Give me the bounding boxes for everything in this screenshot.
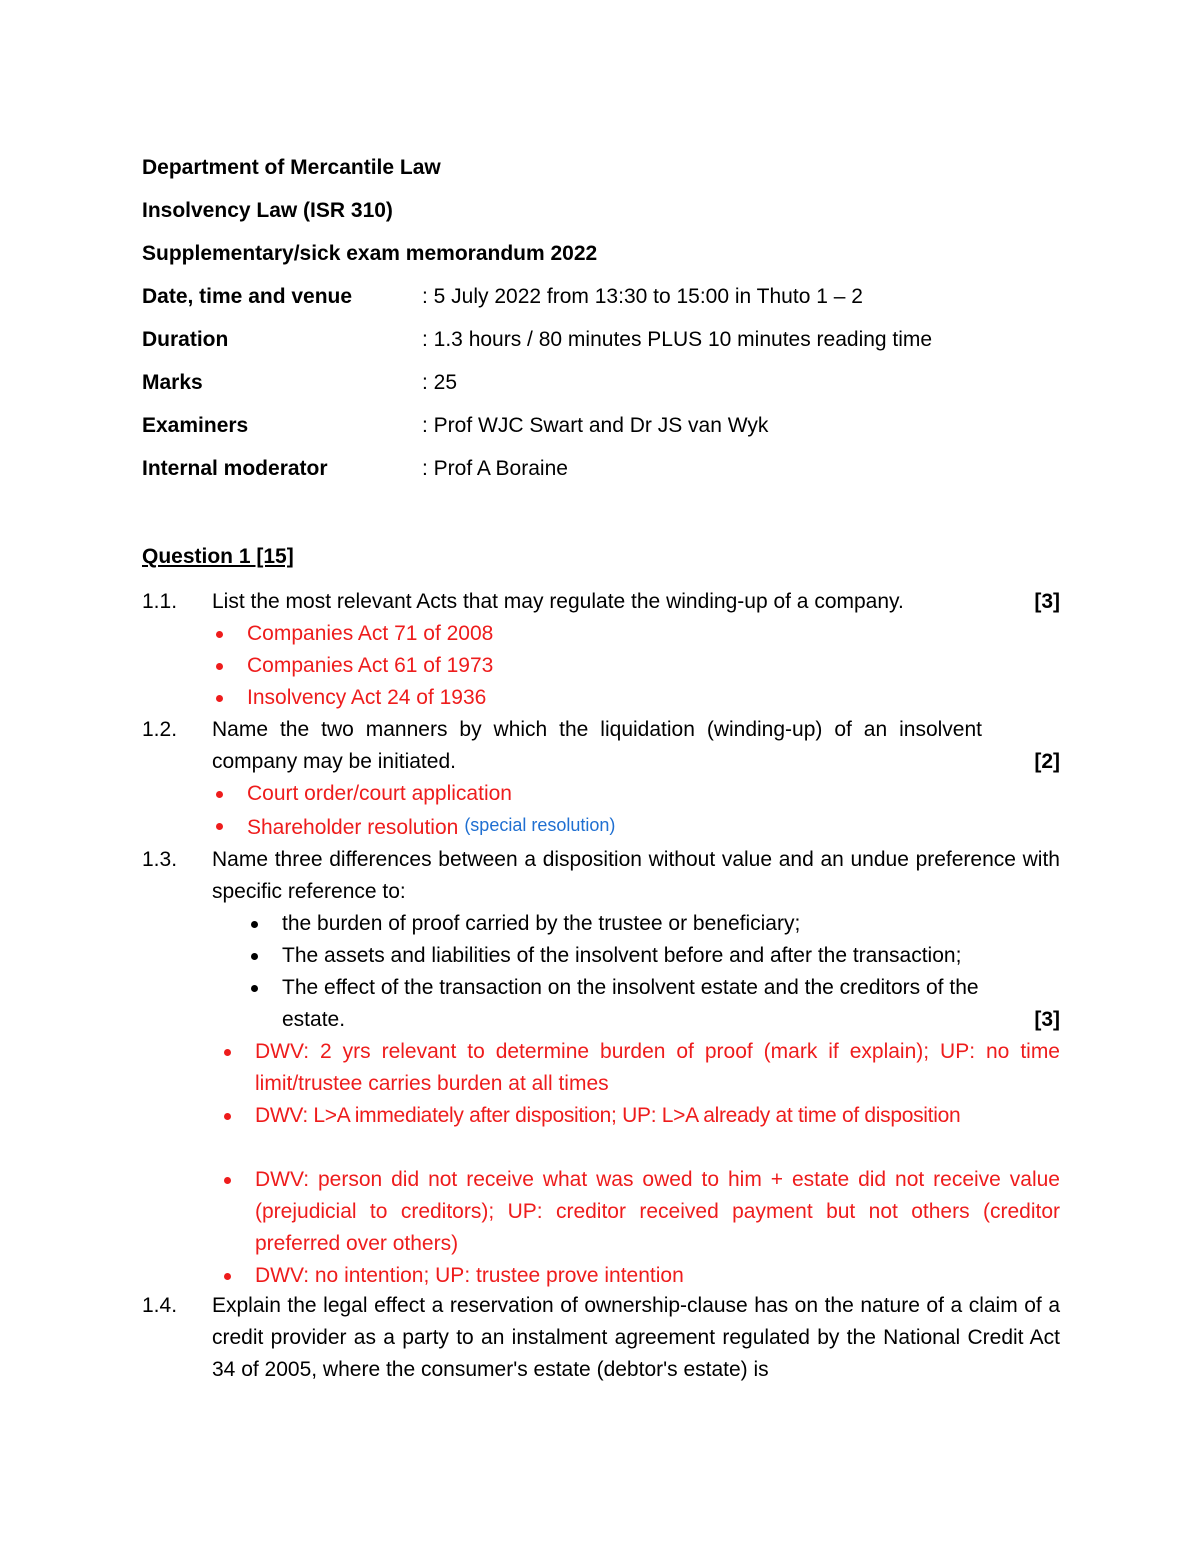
meta-value: : 25 (422, 371, 458, 394)
answer-item: DWV: no intention; UP: trustee prove intention (220, 1260, 1060, 1292)
point-item: The assets and liabilities of the insolvent before and after the transaction; (247, 940, 1060, 972)
answer-item: Companies Act 61 of 1973 (212, 650, 493, 682)
answer-list-1-1 (212, 618, 493, 714)
meta-value: : Prof A Boraine (422, 457, 568, 480)
answer-item: Companies Act 71 of 2008 (212, 618, 493, 650)
answer-list-1-3 (220, 1036, 1060, 1292)
question-1-heading: Question 1 [15] (142, 545, 294, 568)
answer-text: Shareholder resolution (247, 816, 459, 839)
question-marks: [3] (1034, 1008, 1060, 1031)
answer-item: DWV: 2 yrs relevant to determine burden of proof (mark if explain); UP: no time limit/trustee carries burden at all times (220, 1036, 1060, 1100)
question-1-1 (142, 586, 1060, 618)
question-number: 1.2. (142, 718, 178, 741)
question-1-3-points (247, 908, 1060, 1036)
answer-item: Court order/court application (212, 778, 615, 810)
answer-item: DWV: person did not receive what was owed to him + estate did not receive value (prejudicial to creditors); UP: creditor received payment but not others (creditor preferred over others) (220, 1164, 1060, 1260)
question-number: 1.4. (142, 1294, 178, 1317)
question-text-row (212, 1290, 1060, 1386)
meta-label: Examiners (142, 414, 249, 437)
question-1-4 (142, 1290, 1060, 1386)
meta-label: Marks (142, 371, 203, 394)
question-1-2 (142, 714, 1060, 778)
meta-label: Duration (142, 328, 229, 351)
department-heading: Department of Mercantile Law (142, 156, 441, 179)
answer-note: (special resolution) (464, 815, 616, 835)
answer-item-with-note (212, 810, 615, 844)
module-heading: Insolvency Law (ISR 310) (142, 199, 393, 222)
meta-label: Internal moderator (142, 457, 328, 480)
question-text: Explain the legal effect a reservation of ownership-clause has on the nature of a claim of a credit provider as a party to an instalment agreement regulated by the National Credit Act 34 of 2005, where the consumer's estate (debtor's estate) is (212, 1294, 1060, 1381)
point-item: the burden of proof carried by the trustee or beneficiary; (247, 908, 1060, 940)
question-text-row (212, 844, 1060, 908)
answer-list-1-2 (212, 778, 615, 844)
question-marks: [2] (1034, 750, 1060, 773)
question-1-3 (142, 844, 1060, 908)
meta-value: : 1.3 hours / 80 minutes PLUS 10 minutes reading time (422, 328, 933, 351)
point-item: The effect of the transaction on the insolvent estate and the creditors of the estate. (247, 972, 1020, 1036)
question-text-row (212, 714, 982, 778)
question-text: Name the two manners by which the liquidation (winding-up) of an insolvent company may be initiated. (212, 718, 982, 773)
question-text: List the most relevant Acts that may regulate the winding-up of a company. (212, 590, 904, 613)
meta-value: : 5 July 2022 from 13:30 to 15:00 in Thuto 1 – 2 (422, 285, 863, 308)
question-number: 1.1. (142, 590, 178, 613)
question-text-row (212, 586, 1060, 618)
question-marks: [3] (1034, 590, 1060, 613)
meta-value: : Prof WJC Swart and Dr JS van Wyk (422, 414, 769, 437)
question-text: Name three differences between a disposition without value and an undue preference with specific reference to: (212, 848, 1060, 903)
answer-item: Insolvency Act 24 of 1936 (212, 682, 493, 714)
meta-label: Date, time and venue (142, 285, 353, 308)
answer-spacer (220, 1132, 1060, 1164)
memo-title: Supplementary/sick exam memorandum 2022 (142, 242, 598, 265)
answer-item: DWV: L>A immediately after disposition; UP: L>A already at time of disposition (220, 1100, 1060, 1132)
question-number: 1.3. (142, 848, 178, 871)
